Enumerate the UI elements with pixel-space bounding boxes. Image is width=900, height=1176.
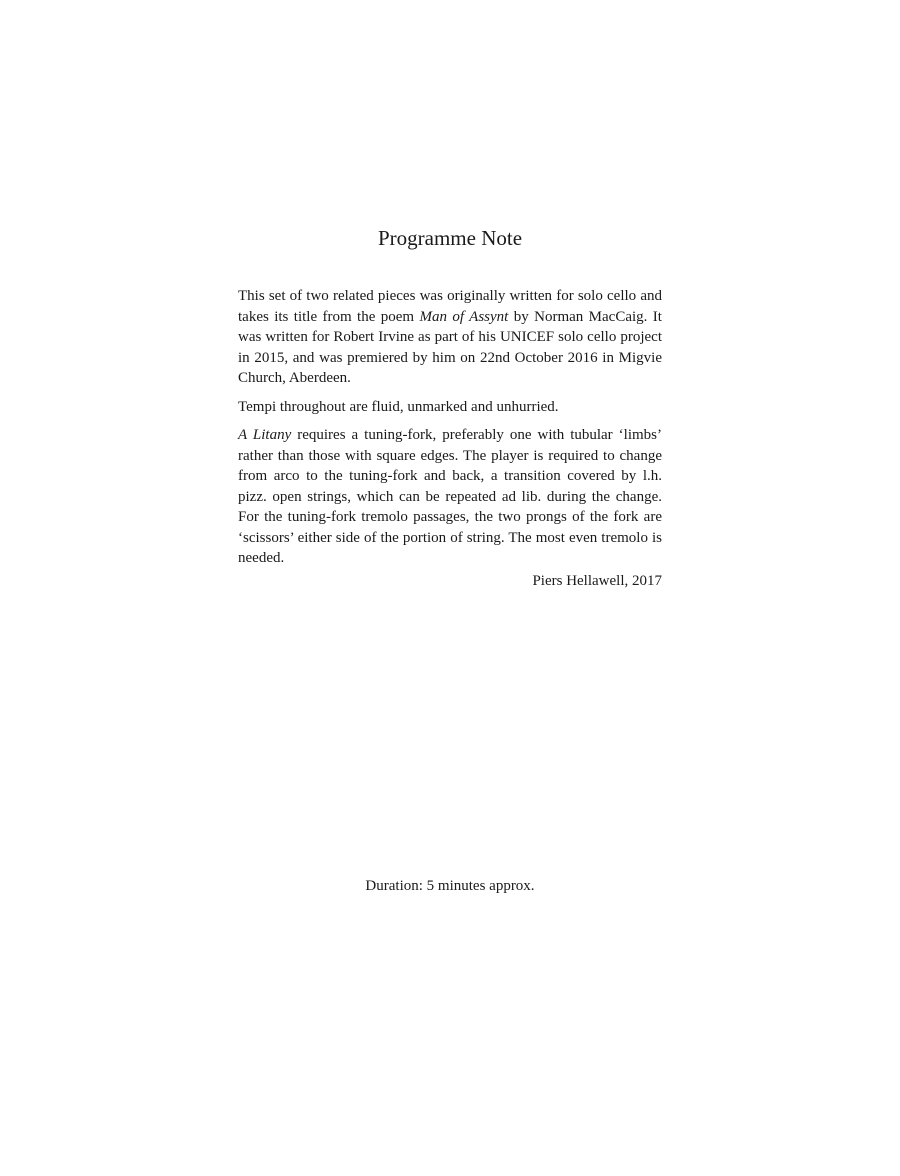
paragraph-litany-text: requires a tuning-fork, preferably one with tubular ‘limbs’ rather than those with square edges. The player is required to change from arco to the tuning-fork and back, a transition covered by l.h. pizz. open strings, which can be repeated ad lib. during the change. For the tuning-fork tremolo passages, the two prongs of the fork are ‘scissors’ either side of the portion of string. The most even tremolo is needed. bbox=[238, 427, 663, 566]
duration-note: Duration: 5 minutes approx. bbox=[365, 878, 535, 894]
author-signature: Piers Hellawell, 2017 bbox=[532, 572, 662, 589]
page-title: Programme Note bbox=[377, 226, 523, 250]
paragraph-origin-text-2: by Norman MacCaig. It was written for Robert Irvine as part of his UNICEF solo cello project in 2015, and was premiered by him on 22nd October 2016 in Migvie Church, Aberdeen. bbox=[238, 308, 662, 386]
programme-note-body bbox=[238, 286, 662, 591]
poem-title: Man of Assynt bbox=[419, 308, 509, 325]
paragraph-origin bbox=[238, 286, 662, 389]
paragraph-tempi: Tempi throughout are fluid, unmarked and unhurried. bbox=[238, 398, 559, 415]
piece-title: A Litany bbox=[238, 427, 292, 443]
paragraph-litany bbox=[238, 425, 662, 569]
paragraph-origin-text-1: This set of two related pieces was originally written for solo cello and takes its title from the poem bbox=[238, 288, 662, 325]
